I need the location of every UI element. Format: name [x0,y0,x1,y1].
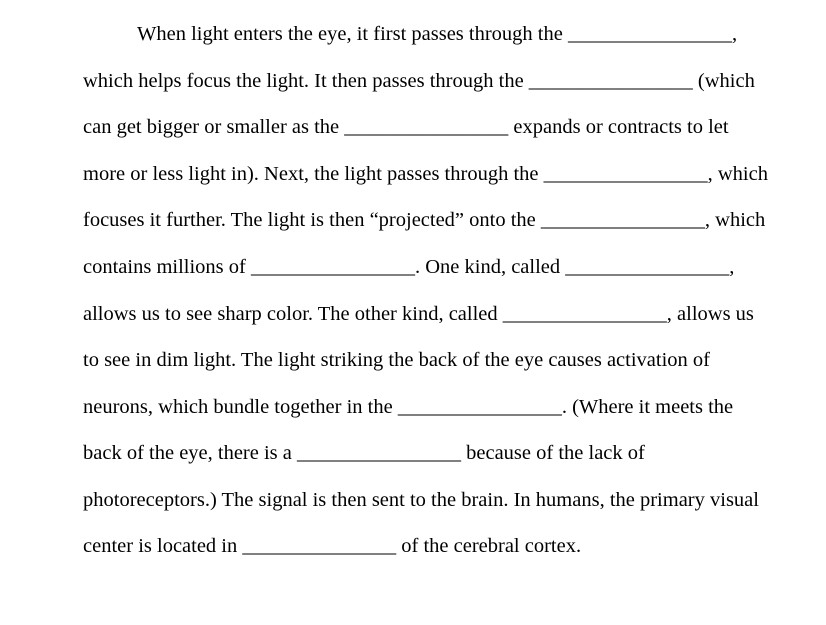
paragraph-line-10: back of the eye, there is a ________________ because of the lack of [83,442,645,464]
paragraph-line-8: to see in dim light. The light striking the back of the eye causes activation of [83,349,710,371]
paragraph-line-3: can get bigger or smaller as the ________________ expands or contracts to let [83,116,729,138]
paragraph-line-9: neurons, which bundle together in the ________________. (Where it meets the [83,396,734,418]
paragraph-line-6: contains millions of ________________. One kind, called ________________, [83,256,735,278]
paragraph-line-1: When light enters the eye, it first passes through the ________________, [137,23,738,45]
paragraph-line-7: allows us to see sharp color. The other kind, called ________________, allows us [83,303,754,325]
paragraph-line-2: which helps focus the light. It then passes through the ________________ (which [83,70,755,92]
paragraph-line-4: more or less light in). Next, the light passes through the ________________, which [83,163,768,185]
paragraph-line-11: photoreceptors.) The signal is then sent to the brain. In humans, the primary visual [83,489,759,511]
paragraph-line-5: focuses it further. The light is then “projected” onto the ________________, which [83,209,766,231]
paragraph-line-12: center is located in _______________ of the cerebral cortex. [83,535,582,557]
